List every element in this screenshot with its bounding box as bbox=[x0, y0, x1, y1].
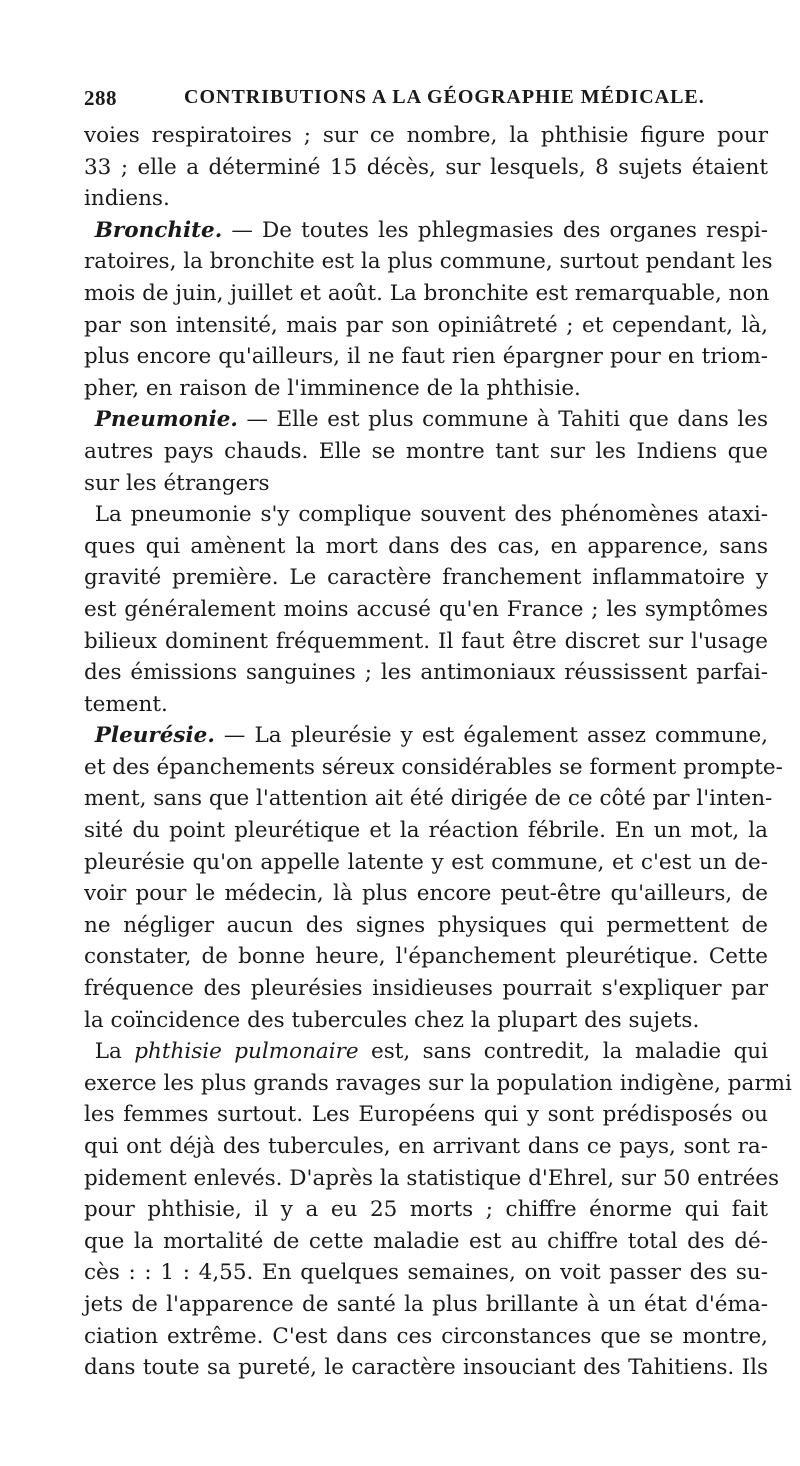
text-line: les femmes surtout. Les Européens qui y sont prédisposés ou bbox=[84, 1102, 768, 1128]
page-header bbox=[84, 86, 768, 120]
book-page bbox=[84, 86, 792, 1384]
text-line: ratoires, la bronchite est la plus commune, surtout pendant les bbox=[84, 249, 773, 275]
text-line: par son intensité, mais par son opiniâtreté ; et cependant, là, bbox=[84, 312, 768, 338]
text-fragment: La bbox=[94, 1039, 135, 1065]
section-heading-pneumonie: Pneumonie. bbox=[94, 407, 238, 433]
text-line: mois de juin, juillet et août. La bronchite est remarquable, non bbox=[84, 280, 770, 306]
text-line: constater, de bonne heure, l'épanchement pleurétique. Cette bbox=[84, 944, 768, 970]
paragraph-phthisie bbox=[84, 1036, 792, 1384]
text-line: ne négliger aucun des signes physiques qui permettent de bbox=[84, 912, 768, 938]
paragraph-bronchite bbox=[84, 215, 773, 405]
text-line: dans toute sa pureté, le caractère insouciant des Tahitiens. Ils bbox=[84, 1355, 768, 1381]
text-line: indiens. bbox=[84, 186, 170, 212]
text-fragment: est, sans contredit, la maladie qui bbox=[358, 1039, 768, 1065]
text-line: sur les étrangers bbox=[84, 470, 270, 496]
text-line: la coïncidence des tubercules chez la plupart des sujets. bbox=[84, 1007, 700, 1033]
text-line: voir pour le médecin, là plus encore peut-être qu'ailleurs, de bbox=[84, 881, 768, 907]
paragraph-pneumonie-details bbox=[84, 499, 768, 720]
text-line: bilieux dominent fréquemment. Il faut être discret sur l'usage bbox=[84, 628, 768, 654]
page-number: 288 bbox=[84, 86, 117, 110]
text-fragment: — De toutes les phlegmasies des organes respi- bbox=[222, 217, 768, 243]
text-fragment: — La pleurésie y est également assez commune, bbox=[214, 723, 768, 749]
paragraph-continuation bbox=[84, 120, 768, 215]
text-line: que la mortalité de cette maladie est au chiffre total des dé- bbox=[84, 1228, 768, 1254]
text-line: cès : : 1 : 4,55. En quelques semaines, on voit passer des su- bbox=[84, 1260, 768, 1286]
text-line: ques qui amènent la mort dans des cas, en apparence, sans bbox=[84, 533, 768, 559]
text-line: autres pays chauds. Elle se montre tant sur les Indiens que bbox=[84, 438, 768, 464]
section-heading-bronchite: Bronchite. bbox=[94, 217, 223, 243]
text-line: pleurésie qu'on appelle latente y est commune, et c'est un de- bbox=[84, 849, 768, 875]
text-line: ment, sans que l'attention ait été dirigée de ce côté par l'inten- bbox=[84, 786, 773, 812]
text-fragment: — Elle est plus commune à Tahiti que dans les bbox=[237, 407, 768, 433]
text-line: qui ont déjà des tubercules, en arrivant dans ce pays, sont ra- bbox=[84, 1134, 768, 1159]
text-line: pher, en raison de l'imminence de la phthisie. bbox=[84, 375, 581, 401]
text-line bbox=[84, 720, 768, 752]
text-line: fréquence des pleurésies insidieuses pourrait s'expliquer par bbox=[84, 976, 768, 1002]
text-line: gravité première. Le caractère franchement inflammatoire y bbox=[84, 565, 768, 591]
text-fragment: La pneumonie s'y complique souvent des phénomènes ataxi- bbox=[94, 502, 768, 528]
text-line: est généralement moins accusé qu'en France ; les symptômes bbox=[84, 596, 768, 622]
text-line: pour phthisie, il y a eu 25 morts ; chiffre énorme qui fait bbox=[84, 1197, 768, 1223]
paragraph-pneumonie bbox=[84, 404, 768, 499]
text-line bbox=[84, 499, 768, 531]
text-line: exerce les plus grands ravages sur la population indigène, parmi bbox=[84, 1070, 792, 1096]
text-line bbox=[84, 404, 768, 436]
text-line bbox=[84, 1036, 768, 1068]
text-line: 33 ; elle a déterminé 15 décès, sur lesquels, 8 sujets étaient bbox=[84, 154, 768, 180]
text-line: tement. bbox=[84, 691, 168, 717]
text-line: pidement enlevés. D'après la statistique d'Ehrel, sur 50 entrées bbox=[84, 1165, 780, 1191]
text-line: plus encore qu'ailleurs, il ne faut rien épargner pour en triom- bbox=[84, 344, 768, 370]
italic-term-phthisie: phthisie pulmonaire bbox=[134, 1039, 359, 1065]
text-line bbox=[84, 215, 768, 247]
section-heading-pleuresie: Pleurésie. bbox=[94, 723, 215, 749]
text-line: voies respiratoires ; sur ce nombre, la phthisie figure pour bbox=[84, 123, 768, 148]
text-line: des émissions sanguines ; les antimoniaux réussissent parfai- bbox=[84, 660, 768, 686]
body-text bbox=[84, 120, 792, 1384]
text-line: et des épanchements séreux considérables se forment prompte- bbox=[84, 754, 783, 780]
text-line: sité du point pleurétique et la réaction fébrile. En un mot, la bbox=[84, 818, 768, 844]
text-line: ciation extrême. C'est dans ces circonstances que se montre, bbox=[84, 1323, 768, 1349]
text-line: jets de l'apparence de santé la plus brillante à un état d'éma- bbox=[84, 1291, 768, 1317]
paragraph-pleuresie bbox=[84, 720, 783, 1036]
running-head: CONTRIBUTIONS A LA GÉOGRAPHIE MÉDICALE. bbox=[184, 86, 705, 108]
